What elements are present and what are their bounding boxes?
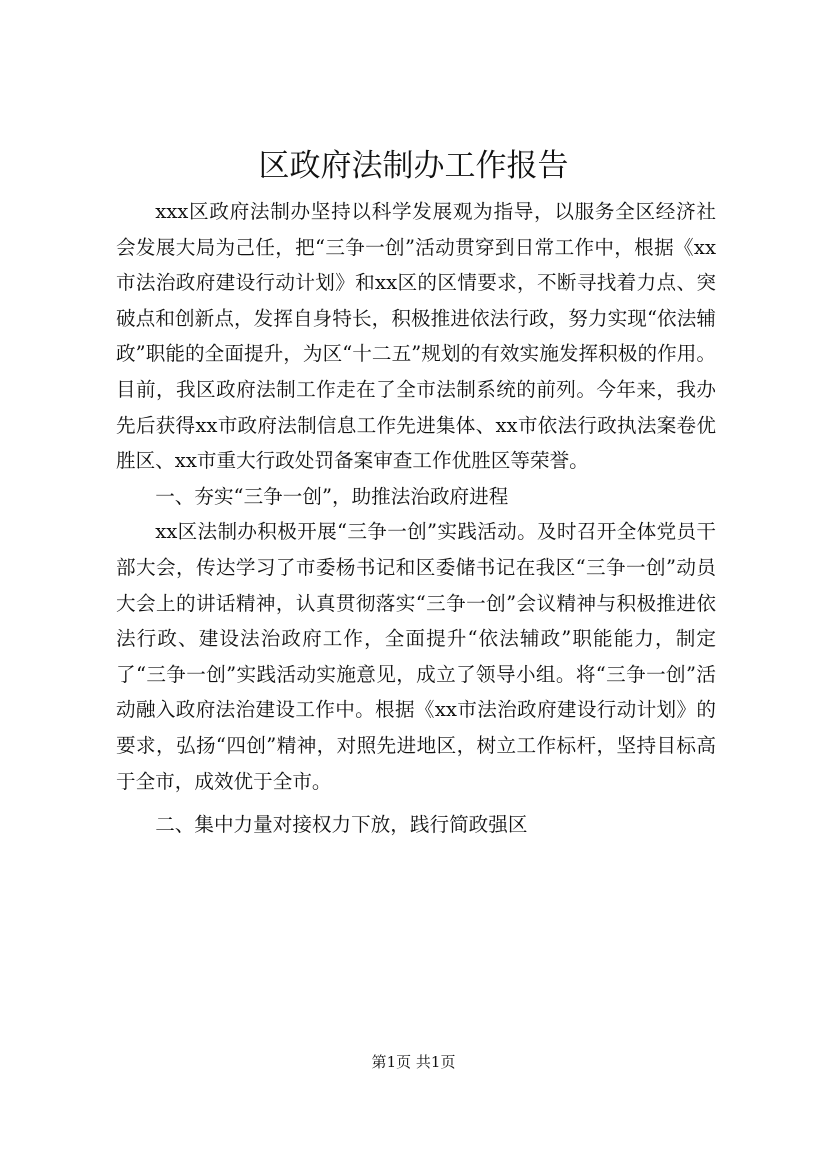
document-title: 区政府法制办工作报告 [258, 148, 569, 184]
page-label-suffix: 页 [440, 1053, 456, 1071]
page-footer [0, 1052, 827, 1072]
page-label-mid: 页 共 [396, 1053, 431, 1071]
document-body [116, 194, 716, 843]
page-label-prefix: 第 [371, 1053, 387, 1071]
paragraph-section-1: xx区法制办积极开展“三争一创”实践活动。及时召开全体党员干部大会，传达学习了市委杨书记和区委储书记在我区“三争一创”动员大会上的讲话精神，认真贯彻落实“三争一创”会议精神与积极推进依法行政、建设法治政府工作，全面提升“依法辅政”职能能力，制定了“三争一创”实践活动实施意见，成立了领导小组。将“三争一创”活动融入政府法治建设工作中。根据《xx市法治政府建设行动计划》的要求，弘扬“四创”精神，对照先进地区，树立工作标杆，坚持目标高于全市，成效优于全市。 [116, 520, 716, 793]
total-pages: 1 [430, 1053, 441, 1071]
paragraph-intro: xxx区政府法制办坚持以科学发展观为指导，以服务全区经济社会发展大局为己任，把“三争一创”活动贯穿到日常工作中，根据《xx市法治政府建设行动计划》和xx区的区情要求，不断寻找着力点、突破点和创新点，发挥自身特长，积极推进依法行政，努力实现“依法辅政”职能的全面提升，为区“十二五”规划的有效实施发挥积极的作用。目前，我区政府法制工作走在了全市法制系统的前列。今年来，我办先后获得xx市政府法制信息工作先进集体、xx市依法行政执法案卷优胜区、xx市重大行政处罚备案审查工作优胜区等荣誉。 [116, 200, 716, 473]
section-heading-1: 一、夯实“三争一创”，助推法治政府进程 [155, 484, 509, 508]
section-heading-2: 二、集中力量对接权力下放，践行简政强区 [155, 813, 528, 837]
page-number: 1 [386, 1053, 397, 1071]
